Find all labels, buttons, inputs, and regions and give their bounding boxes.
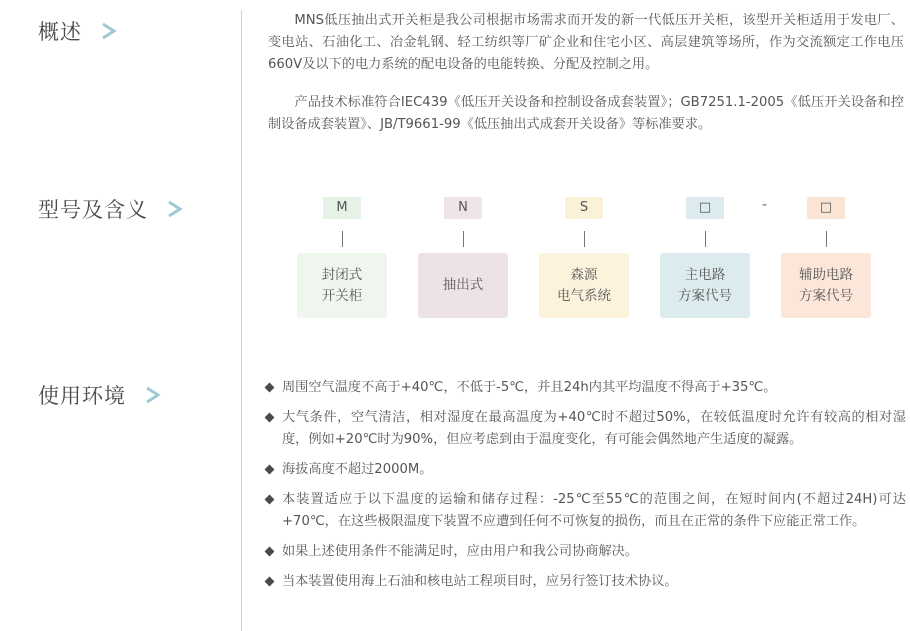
list-item-text: 周围空气温度不高于+40℃，不低于-5℃，并且24h内其平均温度不得高于+35℃。 xyxy=(282,380,777,395)
list-item xyxy=(264,377,906,399)
code-box-m: M xyxy=(323,197,361,219)
list-item-text: 海拔高度不超过2000M。 xyxy=(282,462,433,477)
meaning-box-enclosed: 封闭式 开关柜 xyxy=(297,253,387,318)
list-item xyxy=(264,407,906,451)
section-title-model xyxy=(38,194,184,224)
chevron-right-icon xyxy=(100,22,118,40)
list-item-text: 当本装置使用海上石油和核电站工程项目时，应另行签订技术协议。 xyxy=(282,574,678,589)
environment-title: 使用环境 xyxy=(38,384,126,408)
code-box-main-circuit: □ xyxy=(686,197,724,219)
chevron-right-icon xyxy=(144,386,162,404)
diamond-bullet-icon xyxy=(265,413,275,423)
meaning-box-aux-circuit: 辅助电路 方案代号 xyxy=(781,253,871,318)
list-item xyxy=(264,571,906,593)
meaning-box-system: 森源 电气系统 xyxy=(539,253,629,318)
diamond-bullet-icon xyxy=(265,383,275,393)
vertical-divider xyxy=(241,10,242,631)
code-box-aux-circuit: □ xyxy=(807,197,845,219)
connector-line xyxy=(342,231,343,247)
list-item-text: 如果上述使用条件不能满足时，应由用户和我公司协商解决。 xyxy=(282,544,639,559)
diamond-bullet-icon xyxy=(265,465,275,475)
connector-line xyxy=(826,231,827,247)
connector-line xyxy=(705,231,706,247)
diamond-bullet-icon xyxy=(265,577,275,587)
code-separator: - xyxy=(762,197,768,213)
environment-list xyxy=(264,377,906,601)
list-item xyxy=(264,489,906,533)
diamond-bullet-icon xyxy=(265,547,275,557)
overview-paragraph-1: MNS低压抽出式开关柜是我公司根据市场需求而开发的新一代低压开关柜，该型开关柜适用于发电厂、变电站、石油化工、冶金轧钢、轻工纺织等厂矿企业和住宅小区、高层建筑等场所，作为交流额定工作电压660V及以下的电力系统的配电设备的电能转换、分配及控制之用。 xyxy=(268,13,904,72)
meaning-box-drawout: 抽出式 xyxy=(418,253,508,318)
meaning-box-main-circuit: 主电路 方案代号 xyxy=(660,253,750,318)
diamond-bullet-icon xyxy=(265,495,275,505)
list-item xyxy=(264,459,906,481)
overview-title: 概述 xyxy=(38,20,82,44)
list-item-text: 本装置适应于以下温度的运输和储存过程：-25℃至55℃的范围之间，在短时间内(不超过24H)可达+70℃，在这些极限温度下装置不应遭到任何不可恢复的损伤，而且在正常的条件下应能正常工作。 xyxy=(282,492,906,529)
code-box-s: S xyxy=(565,197,603,219)
section-title-environment xyxy=(38,380,162,410)
chevron-right-icon xyxy=(166,200,184,218)
list-item-text: 大气条件，空气清洁，相对湿度在最高温度为+40℃时不超过50%，在较低温度时允许有较高的相对湿度，例如+20℃时为90%，但应考虑到由于温度变化，有可能会偶然地产生适度的凝露。 xyxy=(282,410,906,447)
connector-line xyxy=(584,231,585,247)
model-title: 型号及含义 xyxy=(38,198,148,222)
section-title-overview xyxy=(38,16,118,46)
overview-paragraph-2: 产品技术标准符合IEC439《低压开关设备和控制设备成套装置》；GB7251.1-2005《低压开关设备和控制设备成套装置》、JB/T9661-99《低压抽出式成套开关设备》等标准要求。 xyxy=(268,95,904,132)
code-box-n: N xyxy=(444,197,482,219)
list-item xyxy=(264,541,906,563)
connector-line xyxy=(463,231,464,247)
